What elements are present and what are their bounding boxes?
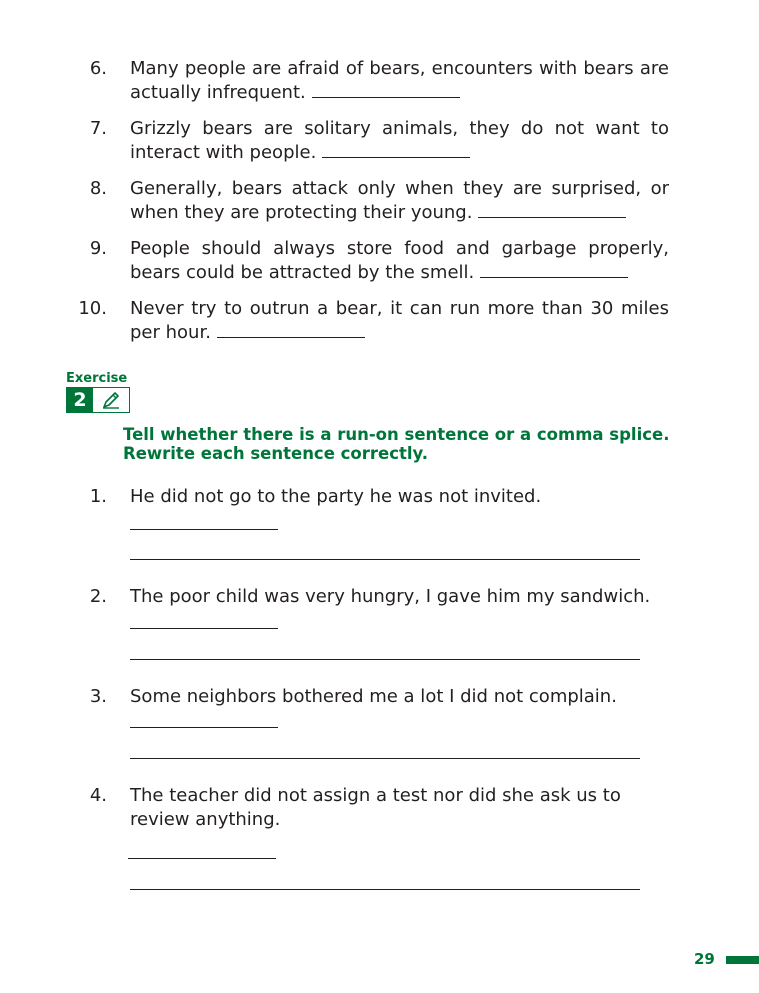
answer-line-short[interactable] bbox=[130, 529, 278, 530]
item-number: 9. bbox=[89, 238, 107, 259]
item-number: 3. bbox=[89, 686, 107, 707]
answer-blank[interactable] bbox=[217, 321, 365, 338]
answer-line-short[interactable] bbox=[130, 727, 278, 728]
answer-line-long[interactable] bbox=[130, 758, 640, 759]
item-sentence: Some neighbors bothered me a lot I did not complain. bbox=[130, 686, 617, 707]
item-sentence: Many people are afraid of bears, encounters with bears are actually infrequent. bbox=[130, 58, 669, 103]
item-text bbox=[130, 237, 669, 285]
page-accent-bar bbox=[726, 956, 759, 964]
item-number: 8. bbox=[89, 178, 107, 199]
item-number: 7. bbox=[89, 118, 107, 139]
answer-line-long[interactable] bbox=[130, 889, 640, 890]
answer-line-short[interactable] bbox=[130, 628, 278, 629]
item-sentence: People should always store food and garbage properly, bears could be attracted by the smell. bbox=[130, 238, 669, 283]
item-sentence: Never try to outrun a bear, it can run more than 30 miles per hour. bbox=[130, 298, 669, 343]
item-sentence: Generally, bears attack only when they are surprised, or when they are protecting their young. bbox=[130, 178, 669, 223]
item-text bbox=[130, 177, 669, 225]
exercise-label: Exercise bbox=[66, 371, 128, 386]
answer-blank[interactable] bbox=[322, 141, 470, 158]
exercise-number: 2 bbox=[67, 388, 93, 412]
pencil-icon bbox=[93, 388, 129, 412]
item-sentence: The teacher did not assign a test nor did she ask us to review anything. bbox=[130, 785, 621, 830]
item-number: 2. bbox=[89, 586, 107, 607]
answer-line-long[interactable] bbox=[130, 559, 640, 560]
item-text bbox=[130, 117, 669, 165]
item-sentence: He did not go to the party he was not invited. bbox=[130, 486, 542, 507]
item-number: 1. bbox=[89, 486, 107, 507]
answer-line-short[interactable] bbox=[128, 858, 276, 859]
item-number: 10. bbox=[78, 298, 107, 319]
answer-blank[interactable] bbox=[312, 81, 460, 98]
item-sentence: Grizzly bears are solitary animals, they do not want to interact with people. bbox=[130, 118, 669, 163]
item-number: 6. bbox=[89, 58, 107, 79]
item-text bbox=[130, 57, 669, 105]
answer-line-long[interactable] bbox=[130, 659, 640, 660]
item-sentence: The poor child was very hungry, I gave him my sandwich. bbox=[130, 586, 651, 607]
answer-blank[interactable] bbox=[478, 201, 626, 218]
item-number: 4. bbox=[89, 785, 107, 806]
page-number: 29 bbox=[694, 950, 715, 968]
exercise-badge bbox=[66, 387, 130, 413]
answer-blank[interactable] bbox=[480, 261, 628, 278]
item-text bbox=[130, 297, 669, 345]
exercise-instruction: Tell whether there is a run-on sentence or a comma splice. Rewrite each sentence correctly. bbox=[123, 425, 670, 463]
